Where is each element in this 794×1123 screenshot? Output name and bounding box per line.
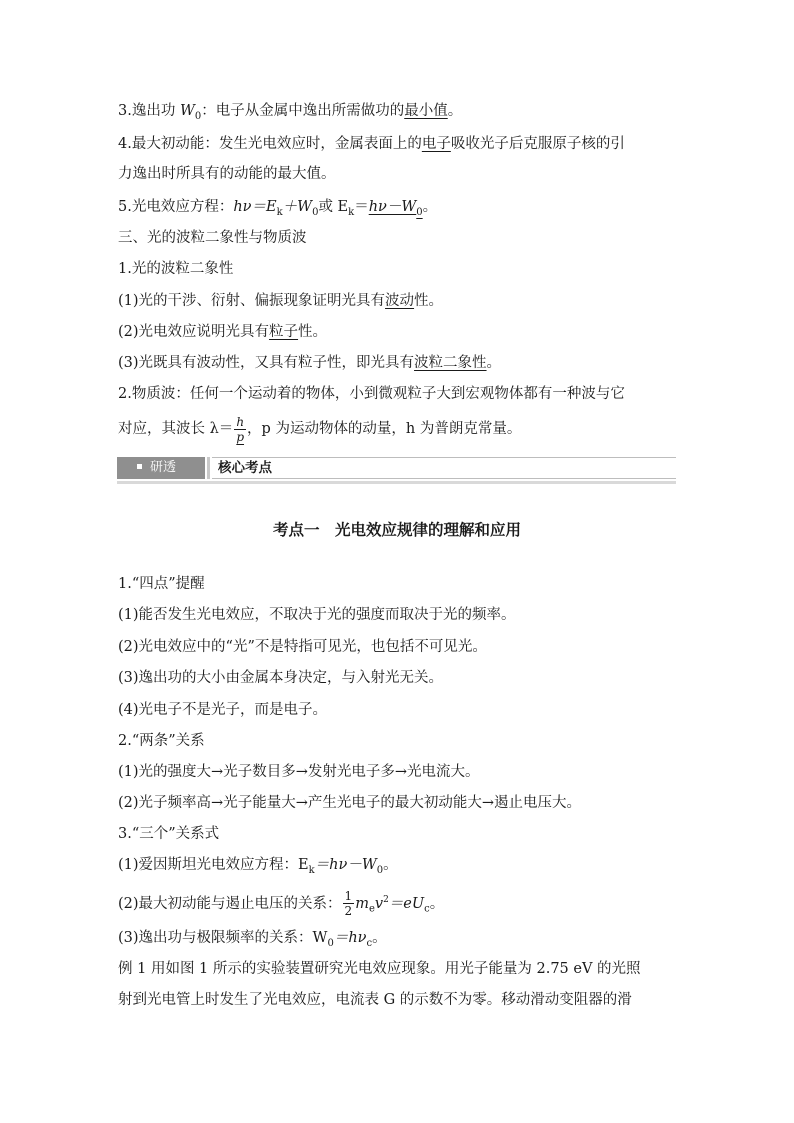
- text-line: 对应，其波长 λ＝ $\frac{h}{p}$ ，p 为运动物体的动量，h 为普朗克常量。: [118, 414, 522, 444]
- text-line: (3)逸出功的大小由金属本身决定，与入射光无关。: [118, 670, 444, 686]
- square-bullet-icon: [137, 464, 142, 469]
- text-line: 2.物质波：任何一个运动着的物体，小到微观粒子大到宏观物体都有一种波与它: [118, 386, 625, 402]
- text-line: (3)逸出功与极限频率的关系：$W_0=h\nu_c$。: [118, 930, 387, 949]
- text-line: (4)光电子不是光子，而是电子。: [118, 702, 328, 718]
- text-line: 力逸出时所具有的动能的最大值。: [118, 166, 336, 182]
- text-line: (2)最大初动能与遏止电压的关系： $\frac{1}{2}$ $m_ev^2=eU_c$。: [118, 889, 445, 919]
- text-line: (2)光电效应中的“光”不是特指可见光，也包括不可见光。: [118, 639, 487, 655]
- subheading: 三、光的波粒二象性与物质波: [118, 230, 307, 246]
- fraction: $\frac{1}{2}$: [344, 889, 353, 919]
- section-banner: [117, 457, 676, 479]
- text-line: 1.“四点”提醒: [118, 576, 205, 592]
- text-line: 5.光电效应方程：$h\nu=E_k+W_0$或 $E_k=h\nu-W_0$。: [118, 199, 438, 218]
- text-line: 2.“两条”关系: [118, 733, 205, 749]
- banner-divider: [207, 457, 210, 479]
- text-line: 4.最大初动能：发生光电效应时，金属表面上的电子吸收光子后克服原子核的引: [118, 136, 625, 152]
- text-line: (1)能否发生光电效应，不取决于光的强度而取决于光的频率。: [118, 607, 516, 623]
- text-line: 3.逸出功 $W_0$：电子从金属中逸出所需做功的最小值。: [118, 103, 463, 122]
- banner-underline: [117, 481, 676, 484]
- text-line: 3.“三个”关系式: [118, 826, 220, 842]
- text-line: (1)爱因斯坦光电效应方程：$E_k=h\nu-W_0$。: [118, 857, 398, 876]
- banner-title: 核心考点: [212, 457, 676, 479]
- text-line: (1)光的干涉、衍射、偏振现象证明光具有波动性。: [118, 293, 444, 309]
- section-title: 考点一 光电效应规律的理解和应用: [272, 521, 521, 539]
- text-line: 例 1 用如图 1 所示的实验装置研究光电效应现象。用光子能量为 2.75 eV 的光照: [118, 961, 641, 977]
- banner-tag: 研透: [117, 457, 205, 479]
- text-line: (2)光子频率高→光子能量大→产生光电子的最大初动能大→遏止电压大。: [118, 795, 581, 811]
- text-line: (2)光电效应说明光具有粒子性。: [118, 324, 328, 340]
- text-line: 1.光的波粒二象性: [118, 261, 234, 277]
- fraction: $\frac{h}{p}$: [236, 414, 245, 444]
- text-line: (3)光既具有波动性，又具有粒子性，即光具有波粒二象性。: [118, 355, 502, 371]
- text-line: (1)光的强度大→光子数目多→发射光电子多→光电流大。: [118, 764, 480, 780]
- text-line: 射到光电管上时发生了光电效应，电流表 G 的示数不为零。移动滑动变阻器的滑: [118, 992, 632, 1008]
